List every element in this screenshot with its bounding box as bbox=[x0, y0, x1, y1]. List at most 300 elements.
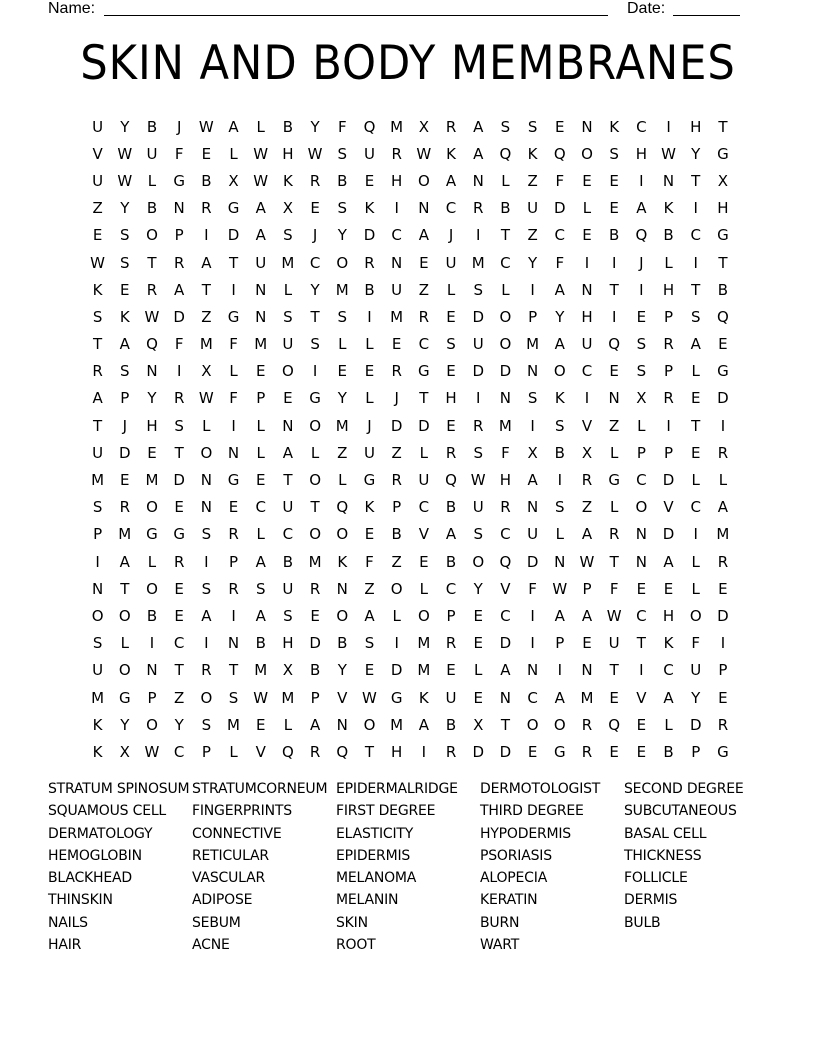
word-list-item: KERATIN bbox=[480, 892, 538, 909]
grid-letter: N bbox=[282, 416, 294, 435]
grid-letter: S bbox=[555, 498, 565, 517]
grid-letter: A bbox=[527, 471, 538, 490]
grid-letter: H bbox=[662, 606, 675, 625]
grid-letter: D bbox=[173, 471, 185, 490]
grid-letter: E bbox=[255, 715, 266, 734]
grid-letter: A bbox=[554, 606, 565, 625]
grid-letter: Y bbox=[691, 688, 701, 707]
grid-letter: N bbox=[554, 552, 566, 571]
grid-letter: Z bbox=[391, 552, 402, 571]
grid-letter: C bbox=[445, 579, 457, 598]
grid-letter: R bbox=[717, 715, 729, 734]
grid-letter: A bbox=[663, 552, 674, 571]
grid-letter: T bbox=[419, 389, 429, 408]
grid-letter: L bbox=[555, 525, 564, 544]
grid-letter: X bbox=[717, 171, 729, 190]
grid-letter: Z bbox=[418, 280, 429, 299]
grid-letter: B bbox=[445, 498, 457, 517]
grid-letter: G bbox=[717, 226, 729, 245]
grid-letter: E bbox=[718, 579, 728, 598]
word-list-item: BLACKHEAD bbox=[48, 870, 132, 887]
grid-letter: H bbox=[690, 117, 702, 136]
grid-letter: M bbox=[335, 416, 349, 435]
grid-letter: T bbox=[228, 661, 239, 680]
grid-letter: H bbox=[717, 199, 729, 218]
grid-letter: B bbox=[146, 117, 158, 136]
grid-letter: F bbox=[365, 552, 374, 571]
grid-letter: C bbox=[690, 498, 701, 517]
grid-letter: C bbox=[418, 335, 430, 354]
grid-letter: O bbox=[417, 171, 430, 190]
grid-letter: N bbox=[200, 498, 212, 517]
grid-letter: Y bbox=[555, 307, 565, 326]
grid-letter: D bbox=[390, 661, 403, 680]
grid-letter: R bbox=[173, 389, 185, 408]
grid-letter: B bbox=[609, 226, 620, 245]
grid-letter: U bbox=[445, 688, 457, 707]
grid-letter: W bbox=[253, 688, 269, 707]
grid-letter: L bbox=[664, 715, 673, 734]
grid-letter: E bbox=[419, 552, 429, 571]
grid-letter: E bbox=[690, 443, 701, 462]
grid-letter: I bbox=[95, 552, 100, 571]
grid-letter: T bbox=[310, 498, 320, 517]
grid-letter: D bbox=[472, 742, 484, 761]
grid-letter: N bbox=[581, 661, 593, 680]
grid-letter: C bbox=[663, 661, 674, 680]
grid-letter: U bbox=[527, 525, 539, 544]
grid-letter: C bbox=[500, 253, 511, 272]
grid-letter: E bbox=[283, 389, 293, 408]
grid-letter: A bbox=[418, 226, 429, 245]
grid-letter: W bbox=[144, 307, 160, 326]
grid-letter: S bbox=[255, 579, 266, 598]
grid-letter: S bbox=[310, 335, 320, 354]
grid-letter: Z bbox=[391, 443, 402, 462]
grid-letter: C bbox=[391, 226, 402, 245]
grid-letter: L bbox=[229, 742, 238, 761]
grid-letter: I bbox=[367, 307, 372, 326]
grid-letter: E bbox=[446, 307, 456, 326]
grid-letter: R bbox=[473, 199, 484, 218]
grid-letter: V bbox=[92, 144, 103, 163]
grid-letter: W bbox=[661, 144, 676, 163]
grid-letter: A bbox=[473, 144, 484, 163]
grid-letter: A bbox=[418, 715, 429, 734]
grid-letter: K bbox=[364, 498, 375, 517]
grid-letter: O bbox=[118, 606, 131, 625]
grid-letter: S bbox=[92, 498, 103, 517]
grid-letter: S bbox=[283, 226, 293, 245]
grid-letter: S bbox=[201, 579, 212, 598]
grid-letter: T bbox=[691, 416, 701, 435]
grid-letter: B bbox=[146, 606, 158, 625]
grid-letter: I bbox=[557, 471, 562, 490]
grid-letter: H bbox=[146, 416, 158, 435]
grid-letter: K bbox=[364, 199, 375, 218]
grid-letter: N bbox=[255, 280, 267, 299]
grid-letter: V bbox=[636, 688, 647, 707]
grid-letter: J bbox=[367, 416, 372, 435]
grid-letter: N bbox=[472, 171, 484, 190]
grid-letter: O bbox=[336, 253, 349, 272]
grid-letter: R bbox=[445, 634, 457, 653]
grid-letter: L bbox=[256, 525, 265, 544]
grid-letter: A bbox=[364, 606, 375, 625]
grid-letter: E bbox=[582, 171, 592, 190]
grid-letter: N bbox=[227, 634, 240, 653]
grid-letter: L bbox=[147, 552, 157, 571]
grid-letter: R bbox=[92, 362, 103, 381]
grid-letter: F bbox=[174, 144, 184, 163]
grid-letter: C bbox=[636, 471, 647, 490]
grid-letter: U bbox=[608, 634, 620, 653]
grid-letter: T bbox=[636, 634, 646, 653]
grid-letter: M bbox=[91, 471, 105, 490]
grid-letter: A bbox=[201, 253, 212, 272]
grid-letter: I bbox=[204, 552, 209, 571]
grid-letter: X bbox=[201, 362, 212, 381]
grid-letter: T bbox=[283, 471, 293, 490]
grid-letter: X bbox=[636, 389, 647, 408]
name-field[interactable] bbox=[104, 15, 608, 16]
grid-letter: E bbox=[364, 661, 375, 680]
grid-letter: B bbox=[663, 742, 674, 761]
grid-letter: X bbox=[581, 443, 593, 462]
grid-letter: A bbox=[445, 171, 457, 190]
grid-letter: D bbox=[173, 307, 185, 326]
grid-letter: L bbox=[691, 471, 700, 490]
grid-letter: A bbox=[500, 661, 511, 680]
grid-letter: T bbox=[500, 715, 510, 734]
grid-letter: L bbox=[501, 280, 510, 299]
grid-letter: B bbox=[309, 661, 321, 680]
grid-letter: L bbox=[691, 362, 700, 381]
grid-letter: E bbox=[92, 226, 103, 245]
grid-letter: X bbox=[418, 117, 429, 136]
grid-letter: M bbox=[91, 688, 105, 707]
date-label: Date: bbox=[627, 0, 666, 17]
grid-letter: R bbox=[445, 443, 457, 462]
word-list-item: BURN bbox=[480, 914, 520, 931]
grid-letter: N bbox=[581, 280, 593, 299]
grid-letter: B bbox=[255, 634, 266, 653]
grid-letter: R bbox=[418, 307, 430, 326]
grid-letter: I bbox=[176, 362, 182, 381]
grid-letter: B bbox=[201, 171, 212, 190]
grid-letter: N bbox=[608, 389, 620, 408]
grid-letter: U bbox=[527, 199, 539, 218]
grid-letter: E bbox=[391, 335, 402, 354]
grid-letter: R bbox=[146, 280, 158, 299]
grid-letter: U bbox=[418, 471, 430, 490]
grid-letter: M bbox=[498, 416, 512, 435]
grid-letter: B bbox=[445, 715, 457, 734]
grid-letter: M bbox=[390, 715, 404, 734]
grid-letter: K bbox=[92, 715, 103, 734]
grid-letter: S bbox=[283, 606, 293, 625]
grid-letter: G bbox=[146, 525, 158, 544]
word-list-item: HYPODERMIS bbox=[480, 825, 571, 842]
grid-letter: E bbox=[609, 199, 619, 218]
grid-letter: L bbox=[637, 416, 646, 435]
grid-letter: F bbox=[229, 389, 238, 408]
grid-letter: W bbox=[579, 552, 595, 571]
grid-letter: C bbox=[445, 199, 457, 218]
grid-letter: E bbox=[446, 416, 456, 435]
grid-letter: C bbox=[309, 253, 321, 272]
grid-letter: D bbox=[227, 226, 240, 245]
grid-letter: S bbox=[473, 443, 483, 462]
grid-letter: I bbox=[394, 634, 399, 653]
grid-letter: Q bbox=[282, 742, 294, 761]
grid-letter: L bbox=[229, 362, 238, 381]
grid-letter: E bbox=[609, 688, 619, 707]
grid-letter: Q bbox=[499, 552, 512, 571]
grid-letter: Z bbox=[92, 199, 103, 218]
grid-letter: V bbox=[581, 416, 593, 435]
grid-letter: O bbox=[499, 335, 512, 354]
grid-letter: U bbox=[92, 661, 104, 680]
grid-letter: S bbox=[92, 634, 103, 653]
grid-letter: N bbox=[146, 661, 158, 680]
grid-letter: R bbox=[173, 253, 185, 272]
word-list-item: NAILS bbox=[48, 914, 88, 931]
grid-letter: I bbox=[639, 171, 644, 190]
grid-letter: O bbox=[146, 498, 158, 517]
grid-letter: T bbox=[718, 253, 728, 272]
grid-letter: T bbox=[364, 742, 375, 761]
grid-letter: S bbox=[283, 307, 293, 326]
grid-letter: T bbox=[609, 661, 619, 680]
grid-letter: M bbox=[471, 253, 485, 272]
grid-letter: Q bbox=[146, 335, 158, 354]
grid-letter: T bbox=[609, 280, 619, 299]
word-list-item: STRATUMCORNEUM bbox=[192, 781, 328, 797]
grid-letter: C bbox=[527, 688, 538, 707]
grid-letter: L bbox=[202, 416, 211, 435]
grid-letter: R bbox=[581, 471, 593, 490]
grid-letter: L bbox=[338, 471, 347, 490]
grid-letter: E bbox=[255, 362, 266, 381]
grid-letter: W bbox=[90, 253, 106, 272]
grid-letter: K bbox=[418, 688, 429, 707]
grid-letter: H bbox=[499, 471, 512, 490]
grid-letter: L bbox=[691, 579, 700, 598]
grid-letter: E bbox=[446, 362, 456, 381]
grid-letter: B bbox=[445, 552, 457, 571]
grid-letter: R bbox=[717, 552, 729, 571]
word-list-item: DERMIS bbox=[624, 892, 678, 909]
grid-letter: R bbox=[201, 199, 212, 218]
grid-letter: S bbox=[337, 307, 348, 326]
grid-letter: M bbox=[281, 688, 295, 707]
grid-letter: I bbox=[530, 280, 535, 299]
grid-letter: G bbox=[227, 199, 240, 218]
grid-letter: W bbox=[253, 171, 269, 190]
word-list-item: HEMOGLOBIN bbox=[48, 847, 142, 864]
grid-letter: N bbox=[418, 199, 430, 218]
grid-letter: G bbox=[118, 688, 131, 707]
grid-letter: O bbox=[91, 606, 104, 625]
date-field[interactable] bbox=[673, 15, 740, 16]
grid-letter: P bbox=[147, 688, 157, 707]
grid-letter: H bbox=[635, 144, 647, 163]
grid-letter: I bbox=[693, 525, 698, 544]
grid-letter: S bbox=[500, 117, 511, 136]
grid-letter: I bbox=[231, 606, 236, 625]
grid-letter: N bbox=[635, 525, 647, 544]
grid-letter: X bbox=[282, 661, 294, 680]
grid-letter: X bbox=[282, 199, 294, 218]
grid-letter: M bbox=[145, 471, 159, 490]
grid-letter: K bbox=[663, 634, 674, 653]
grid-letter: F bbox=[501, 443, 510, 462]
grid-letter: O bbox=[417, 606, 430, 625]
grid-letter: R bbox=[391, 144, 402, 163]
grid-letter: H bbox=[662, 280, 675, 299]
grid-letter: E bbox=[555, 117, 565, 136]
grid-letter: H bbox=[445, 389, 457, 408]
grid-letter: L bbox=[283, 280, 293, 299]
grid-letter: C bbox=[173, 742, 185, 761]
grid-letter: S bbox=[636, 335, 647, 354]
word-list-item: DERMOTOLOGIST bbox=[480, 781, 601, 797]
grid-letter: T bbox=[174, 443, 184, 462]
grid-letter: T bbox=[609, 552, 619, 571]
grid-letter: E bbox=[364, 171, 375, 190]
grid-letter: Y bbox=[473, 579, 483, 598]
grid-letter: P bbox=[256, 389, 266, 408]
grid-letter: N bbox=[635, 552, 647, 571]
grid-letter: R bbox=[173, 552, 185, 571]
grid-letter: P bbox=[691, 742, 701, 761]
grid-letter: G bbox=[390, 688, 403, 707]
grid-letter: E bbox=[609, 362, 619, 381]
grid-letter: S bbox=[473, 525, 483, 544]
grid-letter: J bbox=[448, 226, 454, 245]
grid-letter: O bbox=[282, 362, 294, 381]
grid-letter: A bbox=[717, 498, 729, 517]
grid-letter: Y bbox=[147, 389, 157, 408]
grid-letter: M bbox=[417, 661, 431, 680]
grid-letter: R bbox=[581, 742, 593, 761]
grid-letter: L bbox=[392, 606, 401, 625]
grid-letter: Z bbox=[581, 498, 593, 517]
grid-letter: I bbox=[530, 416, 535, 435]
grid-letter: O bbox=[472, 552, 485, 571]
grid-letter: B bbox=[282, 552, 294, 571]
grid-letter: J bbox=[639, 253, 644, 272]
grid-letter: P bbox=[174, 226, 184, 245]
grid-letter: C bbox=[418, 498, 430, 517]
grid-letter: L bbox=[147, 171, 157, 190]
grid-letter: Y bbox=[337, 226, 347, 245]
grid-letter: E bbox=[636, 742, 647, 761]
grid-letter: N bbox=[200, 471, 212, 490]
grid-letter: D bbox=[418, 416, 430, 435]
grid-letter: C bbox=[554, 226, 566, 245]
grid-letter: M bbox=[199, 335, 213, 354]
grid-letter: A bbox=[581, 606, 593, 625]
grid-letter: S bbox=[609, 144, 619, 163]
word-list-item: SKIN bbox=[336, 914, 368, 931]
grid-letter: Q bbox=[608, 715, 621, 734]
grid-letter: R bbox=[445, 117, 457, 136]
grid-letter: G bbox=[418, 362, 430, 381]
grid-letter: E bbox=[718, 688, 728, 707]
grid-letter: Y bbox=[174, 715, 184, 734]
grid-letter: L bbox=[609, 443, 619, 462]
grid-letter: X bbox=[228, 171, 239, 190]
grid-letter: Z bbox=[174, 688, 185, 707]
grid-letter: R bbox=[473, 416, 484, 435]
grid-letter: R bbox=[445, 742, 457, 761]
grid-letter: U bbox=[363, 144, 375, 163]
grid-letter: U bbox=[92, 171, 104, 190]
grid-letter: B bbox=[337, 634, 348, 653]
grid-letter: Q bbox=[336, 498, 349, 517]
grid-letter: J bbox=[176, 117, 182, 136]
grid-letter: A bbox=[174, 280, 185, 299]
grid-letter: T bbox=[93, 335, 103, 354]
grid-letter: L bbox=[338, 335, 347, 354]
grid-letter: N bbox=[581, 117, 593, 136]
grid-letter: U bbox=[282, 579, 294, 598]
grid-letter: B bbox=[364, 280, 375, 299]
grid-letter: E bbox=[636, 715, 647, 734]
word-list-item: THICKNESS bbox=[624, 847, 702, 864]
grid-letter: Q bbox=[635, 226, 648, 245]
grid-letter: L bbox=[310, 443, 320, 462]
grid-letter: M bbox=[390, 117, 404, 136]
grid-letter: A bbox=[581, 525, 593, 544]
word-list-item: FIRST DEGREE bbox=[336, 803, 436, 820]
grid-letter: G bbox=[717, 362, 729, 381]
grid-letter: G bbox=[173, 525, 185, 544]
grid-letter: S bbox=[527, 117, 538, 136]
grid-letter: R bbox=[581, 715, 593, 734]
word-list-item: FINGERPRINTS bbox=[192, 803, 292, 820]
word-list-item: FOLLICLE bbox=[624, 870, 688, 887]
grid-letter: S bbox=[174, 416, 184, 435]
grid-letter: O bbox=[118, 661, 131, 680]
grid-letter: W bbox=[552, 579, 568, 598]
grid-letter: L bbox=[718, 471, 728, 490]
grid-letter: L bbox=[256, 117, 265, 136]
grid-letter: D bbox=[499, 634, 512, 653]
grid-letter: S bbox=[201, 525, 212, 544]
grid-letter: Z bbox=[527, 226, 538, 245]
grid-letter: E bbox=[310, 606, 320, 625]
grid-letter: U bbox=[282, 335, 294, 354]
grid-letter: P bbox=[636, 443, 646, 462]
grid-letter: N bbox=[227, 443, 240, 462]
grid-letter: P bbox=[229, 552, 239, 571]
grid-letter: X bbox=[119, 742, 130, 761]
grid-letter: B bbox=[554, 443, 565, 462]
grid-letter: I bbox=[204, 226, 209, 245]
grid-letter: K bbox=[92, 280, 103, 299]
grid-letter: U bbox=[445, 253, 457, 272]
grid-letter: N bbox=[499, 389, 512, 408]
grid-letter: H bbox=[282, 634, 294, 653]
grid-letter: D bbox=[499, 362, 512, 381]
grid-letter: W bbox=[253, 144, 269, 163]
grid-letter: L bbox=[446, 280, 456, 299]
grid-letter: S bbox=[337, 144, 348, 163]
grid-letter: T bbox=[147, 253, 157, 272]
